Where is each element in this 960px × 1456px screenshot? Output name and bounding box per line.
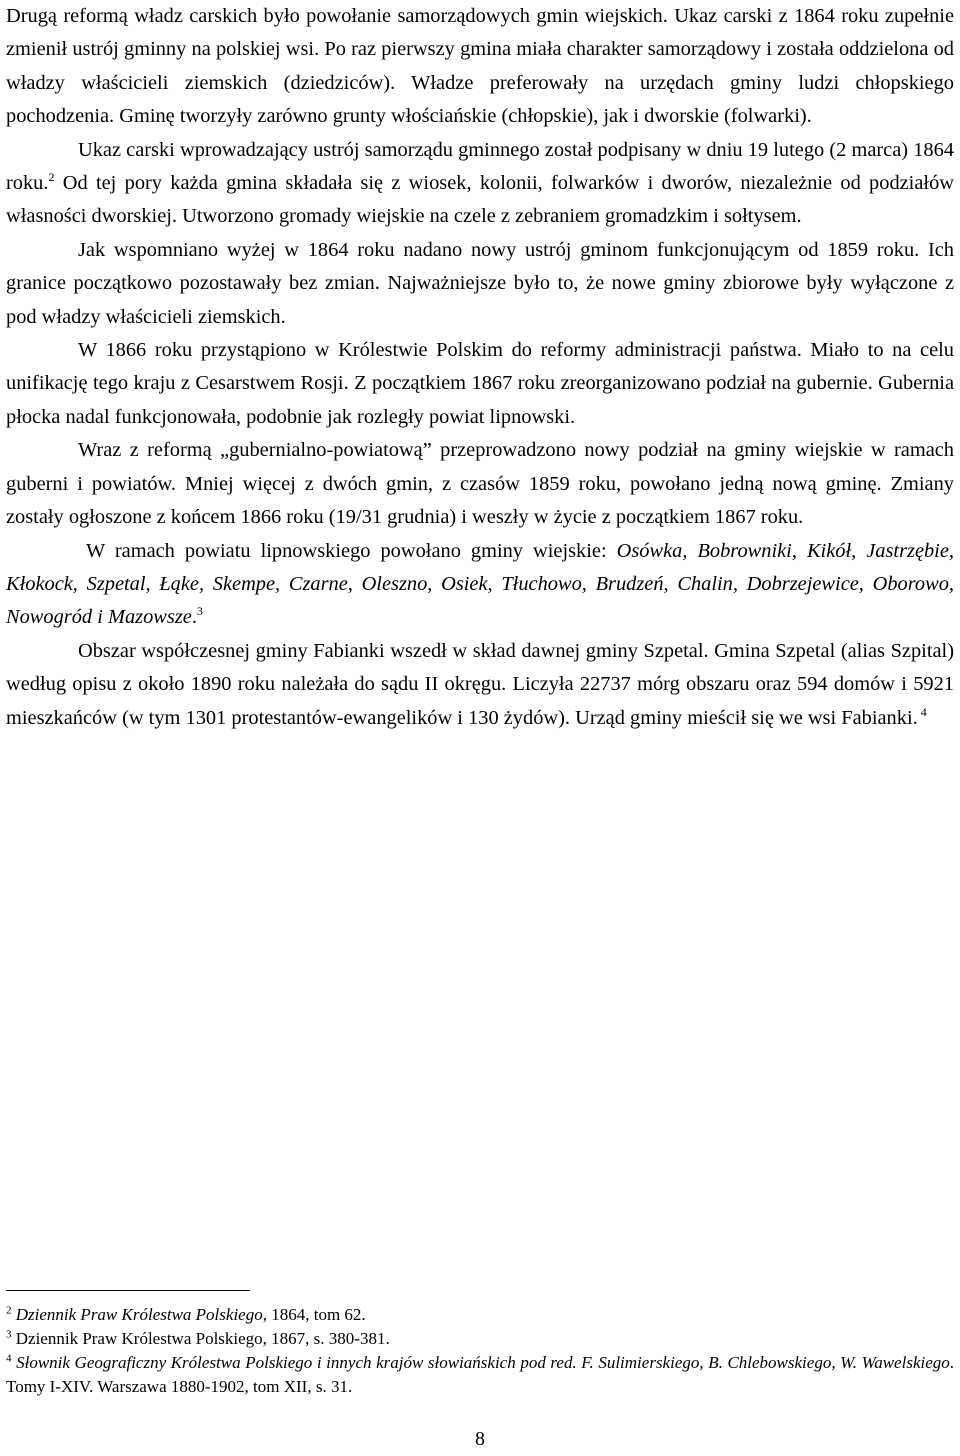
text-run: Ukaz carski wprowadzający ustrój samorządu gminnego został podpisany w dniu 19 lutego (2 marca) 1864 roku. bbox=[6, 138, 954, 195]
footnote-ref: 3 bbox=[196, 604, 203, 619]
footnote-ref: 2 bbox=[6, 1304, 12, 1317]
footnote bbox=[6, 1327, 954, 1351]
text-run: Od tej pory każda gmina składała się z wiosek, kolonii, folwarków i dworów, niezależnie od podziałów własności dworskiej. Utworzono gromady wiejskie na czele z zebraniem gromadzkim i sołtysem. bbox=[6, 172, 954, 228]
text-run: . Tomy I-XIV. Warszawa 1880-1902, tom XII, s. 31. bbox=[6, 1353, 955, 1396]
footnote-ref: 4 bbox=[917, 704, 927, 719]
italic-text: Dziennik Praw Królestwa Polskiego bbox=[15, 1305, 263, 1324]
paragraph bbox=[6, 0, 954, 134]
footnote-ref: 3 bbox=[6, 1328, 12, 1341]
text-run: Obszar współczesnej gminy Fabianki wszedł w skład dawnej gminy Szpetal. Gmina Szpetal (alias Szpital) według opisu z około 1890 roku należała do sądu II okręgu. Liczyła 22737 mórg obszaru oraz 594 domów i 5921 mieszkańców (w tym 1301 protestantów-ewangelików i 130 żydów). Urząd gminy mieścił się we wsi Fabianki. bbox=[6, 639, 954, 729]
footnote bbox=[6, 1303, 954, 1327]
text-run: Wraz z reformą „gubernialno-powiatową” przeprowadzono nowy podział na gminy wiejskie w ramach guberni i powiatów. Mniej więcej z dwóch gmin, z czasów 1859 roku, powołano jedną nową gminę. Zmiany zostały ogłoszone z końcem 1866 roku (19/31 grudnia) i weszły w życie z początkiem 1867 roku. bbox=[6, 439, 954, 529]
page-number: 8 bbox=[475, 1428, 485, 1450]
paragraph bbox=[6, 434, 954, 534]
footnotes bbox=[6, 1303, 954, 1399]
text-run: Drugą reformą władz carskich było powołanie samorządowych gmin wiejskich. Ukaz carski z 1864 roku zupełnie zmienił ustrój gminny na polskiej wsi. Po raz pierwszy gmina miała charakter samorządowy i została oddzielona od władzy właścicieli ziemskich (dziedziców). Władze preferowały na urzędach gminy ludzi chłopskiego pochodzenia. Gminę tworzyły zarówno grunty włościańskie (chłopskie), jak i dworskie (folwarki). bbox=[6, 5, 954, 128]
italic-text: Osówka, Bobrowniki, Kikół, Jastrzębie, Kłokock, Szpetal, Łąke, Skempe, Czarne, Oleszno, Osiek, Tłuchowo, Brudzeń, Chalin, Dobrzejewice, Oborowo, Nowogród i Mazowsze bbox=[6, 539, 954, 629]
paragraph bbox=[6, 234, 954, 334]
footnote-ref: 2 bbox=[48, 170, 55, 185]
text-run: W 1866 roku przystąpiono w Królestwie Polskim do reformy administracji państwa. Miało to na celu unifikację tego kraju z Cesarstwem Rosji. Z początkiem 1867 roku zreorganizowano podział na gubernie. Gubernia płocka nadal funkcjonowała, podobnie jak rozległy powiat lipnowski. bbox=[6, 339, 954, 428]
paragraph bbox=[6, 334, 954, 434]
text-run: Dziennik Praw Królestwa Polskiego, 1867, s. 380-381. bbox=[11, 1329, 390, 1348]
paragraph bbox=[6, 134, 954, 234]
text-run: Jak wspomniano wyżej w 1864 roku nadano nowy ustrój gminom funkcjonującym od 1859 roku. Ich granice początkowo pozostawały bez zmian. Najważniejsze było to, że nowe gminy zbiorowe były wyłączone z pod władzy właścicieli ziemskich. bbox=[6, 238, 954, 328]
text-run: . bbox=[191, 606, 197, 629]
footnote-divider bbox=[6, 1290, 250, 1291]
paragraph bbox=[6, 535, 954, 635]
paragraph bbox=[6, 635, 954, 735]
italic-text: Słownik Geograficzny Królestwa Polskiego i innych krajów słowiańskich pod red. F. Sulimierskiego, B. Chlebowskiego, W. Wawelskiego bbox=[16, 1353, 950, 1372]
body-text bbox=[6, 0, 954, 735]
text-run: W ramach powiatu lipnowskiego powołano gminy wiejskie: bbox=[86, 539, 617, 562]
text-run: , 1864, tom 62. bbox=[262, 1305, 366, 1324]
footnote-ref: 4 bbox=[6, 1352, 12, 1365]
footnote bbox=[6, 1351, 954, 1399]
